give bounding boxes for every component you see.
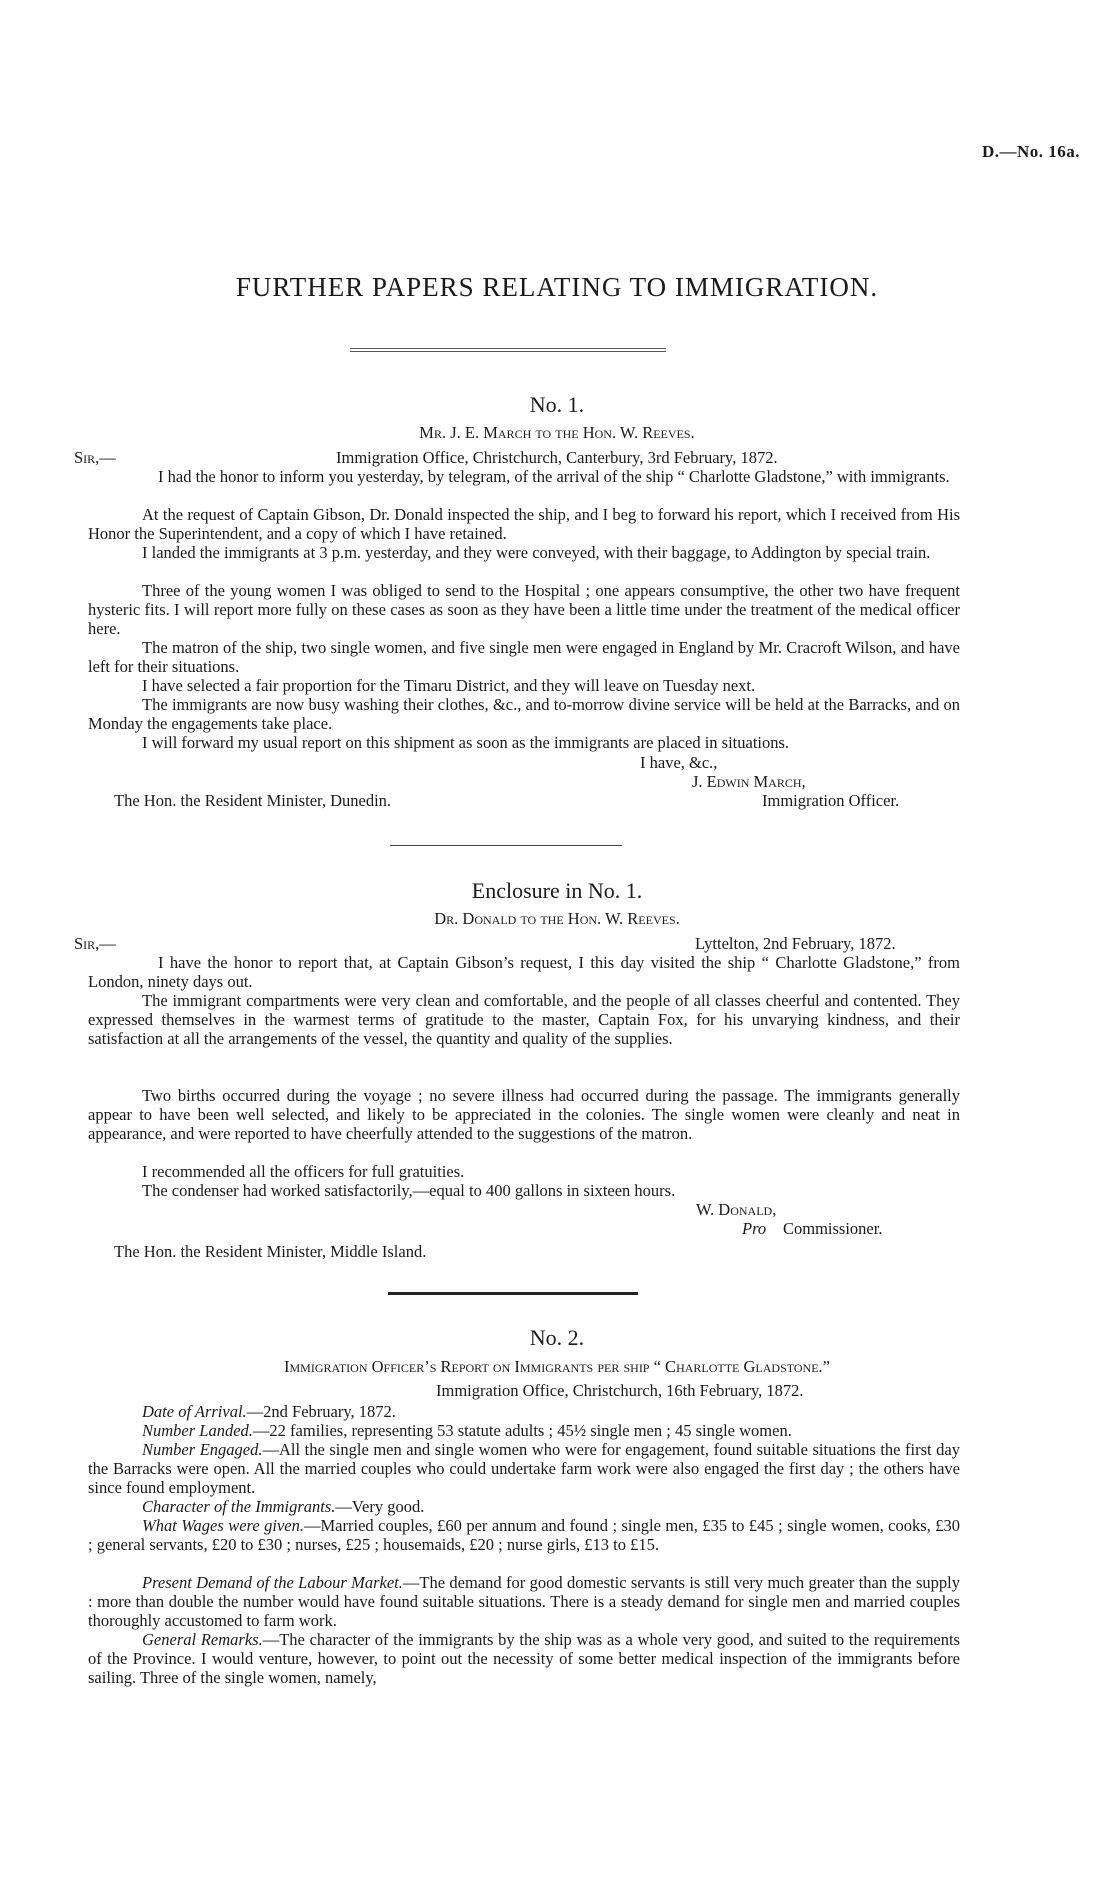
no1-dateline: Immigration Office, Christchurch, Canterbury, 3rd February, 1872. (336, 448, 778, 467)
no2-item-labour-market: Present Demand of the Labour Market.—The demand for good domestic servants is still very much greater than the supply : more than double the number would have found suitable situations. There is a steady demand for single men and married couples thoroughly accustomed to farm work. (88, 1573, 960, 1630)
no2-dateline: Immigration Office, Christchurch, 16th February, 1872. (436, 1381, 804, 1400)
enclosure-paragraph-5: The condenser had worked satisfactorily,—equal to 400 gallons in sixteen hours. (142, 1181, 676, 1200)
no1-heading: No. 1. (529, 392, 585, 417)
no2-item-number-landed: Number Landed.—22 families, representing 53 statute adults ; 45½ single men ; 45 single women. (142, 1421, 792, 1440)
no2-from: Immigration Officer’s Report on Immigrants per ship “ Charlotte Gladstone.” (284, 1357, 830, 1376)
no2-item-date-of-arrival: Date of Arrival.—2nd February, 1872. (142, 1402, 396, 1421)
document-reference: D.—No. 16a. (981, 142, 1080, 161)
no2-item-wages: What Wages were given.—Married couples, £60 per annum and found ; single men, £35 to £45 ; single women, cooks, £30 ; general servants, £20 to £30 ; nurses, £25 ; housemaids, £20 ; nurse girls, £13 to £15. (88, 1516, 960, 1554)
enclosure-dateline: Lyttelton, 2nd February, 1872. (695, 934, 896, 953)
no1-paragraph-6: I have selected a fair proportion for the Timaru District, and they will leave on Tuesday next. (142, 676, 756, 695)
enclosure-paragraph-1: I have the honor to report that, at Captain Gibson’s request, I this day visited the ship “ Charlotte Gladstone,” from London, ninety days out. (88, 953, 960, 991)
document-title: FURTHER PAPERS RELATING TO IMMIGRATION. (235, 272, 879, 302)
enclosure-salutation: Sir,— (74, 934, 116, 953)
title-divider (350, 348, 666, 352)
no2-item-character: Character of the Immigrants.—Very good. (142, 1497, 425, 1516)
enclosure-from: Dr. Donald to the Hon. W. Reeves. (434, 909, 680, 928)
enclosure-paragraph-3: Two births occurred during the voyage ; no severe illness had occurred during the passage. The immigrants generally appear to have been well selected, and likely to be appreciated in the colonies. The single women were cleanly and neat in appearance, and were reported to have cheerfully attended to the suggestions of the matron. (88, 1086, 960, 1143)
no1-signature: J. Edwin March, (692, 772, 806, 791)
section-divider-2 (388, 1292, 638, 1295)
no2-heading: No. 2. (529, 1325, 585, 1350)
no1-paragraph-7: The immigrants are now busy washing their clothes, &c., and to-morrow divine service will be held at the Barracks, and on Monday the engagements take place. (88, 695, 960, 733)
no1-signature-title: Immigration Officer. (762, 791, 900, 810)
no1-paragraph-1: I had the honor to inform you yesterday, by telegram, of the arrival of the ship “ Charlotte Gladstone,” with immigrants. (158, 467, 950, 486)
enclosure-paragraph-2: The immigrant compartments were very clean and comfortable, and the people of all classes cheerful and contented. They expressed themselves in the warmest terms of gratitude to the master, Captain Fox, for his unvarying kindness, and their satisfaction at all the arrangements of the vessel, the quantity and quality of the supplies. (88, 991, 960, 1048)
enclosure-signature: W. Donald, (696, 1200, 777, 1219)
no2-item-number-engaged: Number Engaged.—All the single men and single women who were for engagement, found suitable situations the first day the Barracks were open. All the married couples who could undertake farm work were also engaged the first day ; the others have since found employment. (88, 1440, 960, 1497)
no1-paragraph-5: The matron of the ship, two single women, and five single men were engaged in England by Mr. Cracroft Wilson, and have left for their situations. (88, 638, 960, 676)
no1-addressee: The Hon. the Resident Minister, Dunedin. (114, 791, 392, 810)
enclosure-signature-title: Commissioner. (783, 1219, 883, 1238)
no2-item-general-remarks: General Remarks.—The character of the immigrants by the ship was as a whole very good, and suited to the requirements of the Province. I would venture, however, to point out the necessity of some better medical inspection of the immigrants before sailing. Three of the single women, namely, (88, 1630, 960, 1687)
no1-salutation: Sir,— (74, 448, 116, 467)
enclosure-signature-pro: Pro (742, 1219, 767, 1238)
no1-closing: I have, &c., (640, 753, 718, 772)
no1-from: Mr. J. E. March to the Hon. W. Reeves. (419, 423, 695, 442)
enclosure-paragraph-4: I recommended all the officers for full gratuities. (142, 1162, 465, 1181)
section-divider-1 (390, 845, 622, 846)
no1-paragraph-3: I landed the immigrants at 3 p.m. yesterday, and they were conveyed, with their baggage, to Addington by special train. (142, 543, 931, 562)
no1-paragraph-8: I will forward my usual report on this shipment as soon as the immigrants are placed in situations. (142, 733, 790, 752)
no1-paragraph-4: Three of the young women I was obliged to send to the Hospital ; one appears consumptive, the other two have frequent hysteric fits. I will report more fully on these cases as soon as they have been a little time under the treatment of the medical officer here. (88, 581, 960, 638)
no1-paragraph-2: At the request of Captain Gibson, Dr. Donald inspected the ship, and I beg to forward his report, which I received from His Honor the Superintendent, and a copy of which I have retained. (88, 505, 960, 543)
enclosure-heading: Enclosure in No. 1. (471, 878, 643, 903)
enclosure-addressee: The Hon. the Resident Minister, Middle Island. (114, 1242, 427, 1261)
